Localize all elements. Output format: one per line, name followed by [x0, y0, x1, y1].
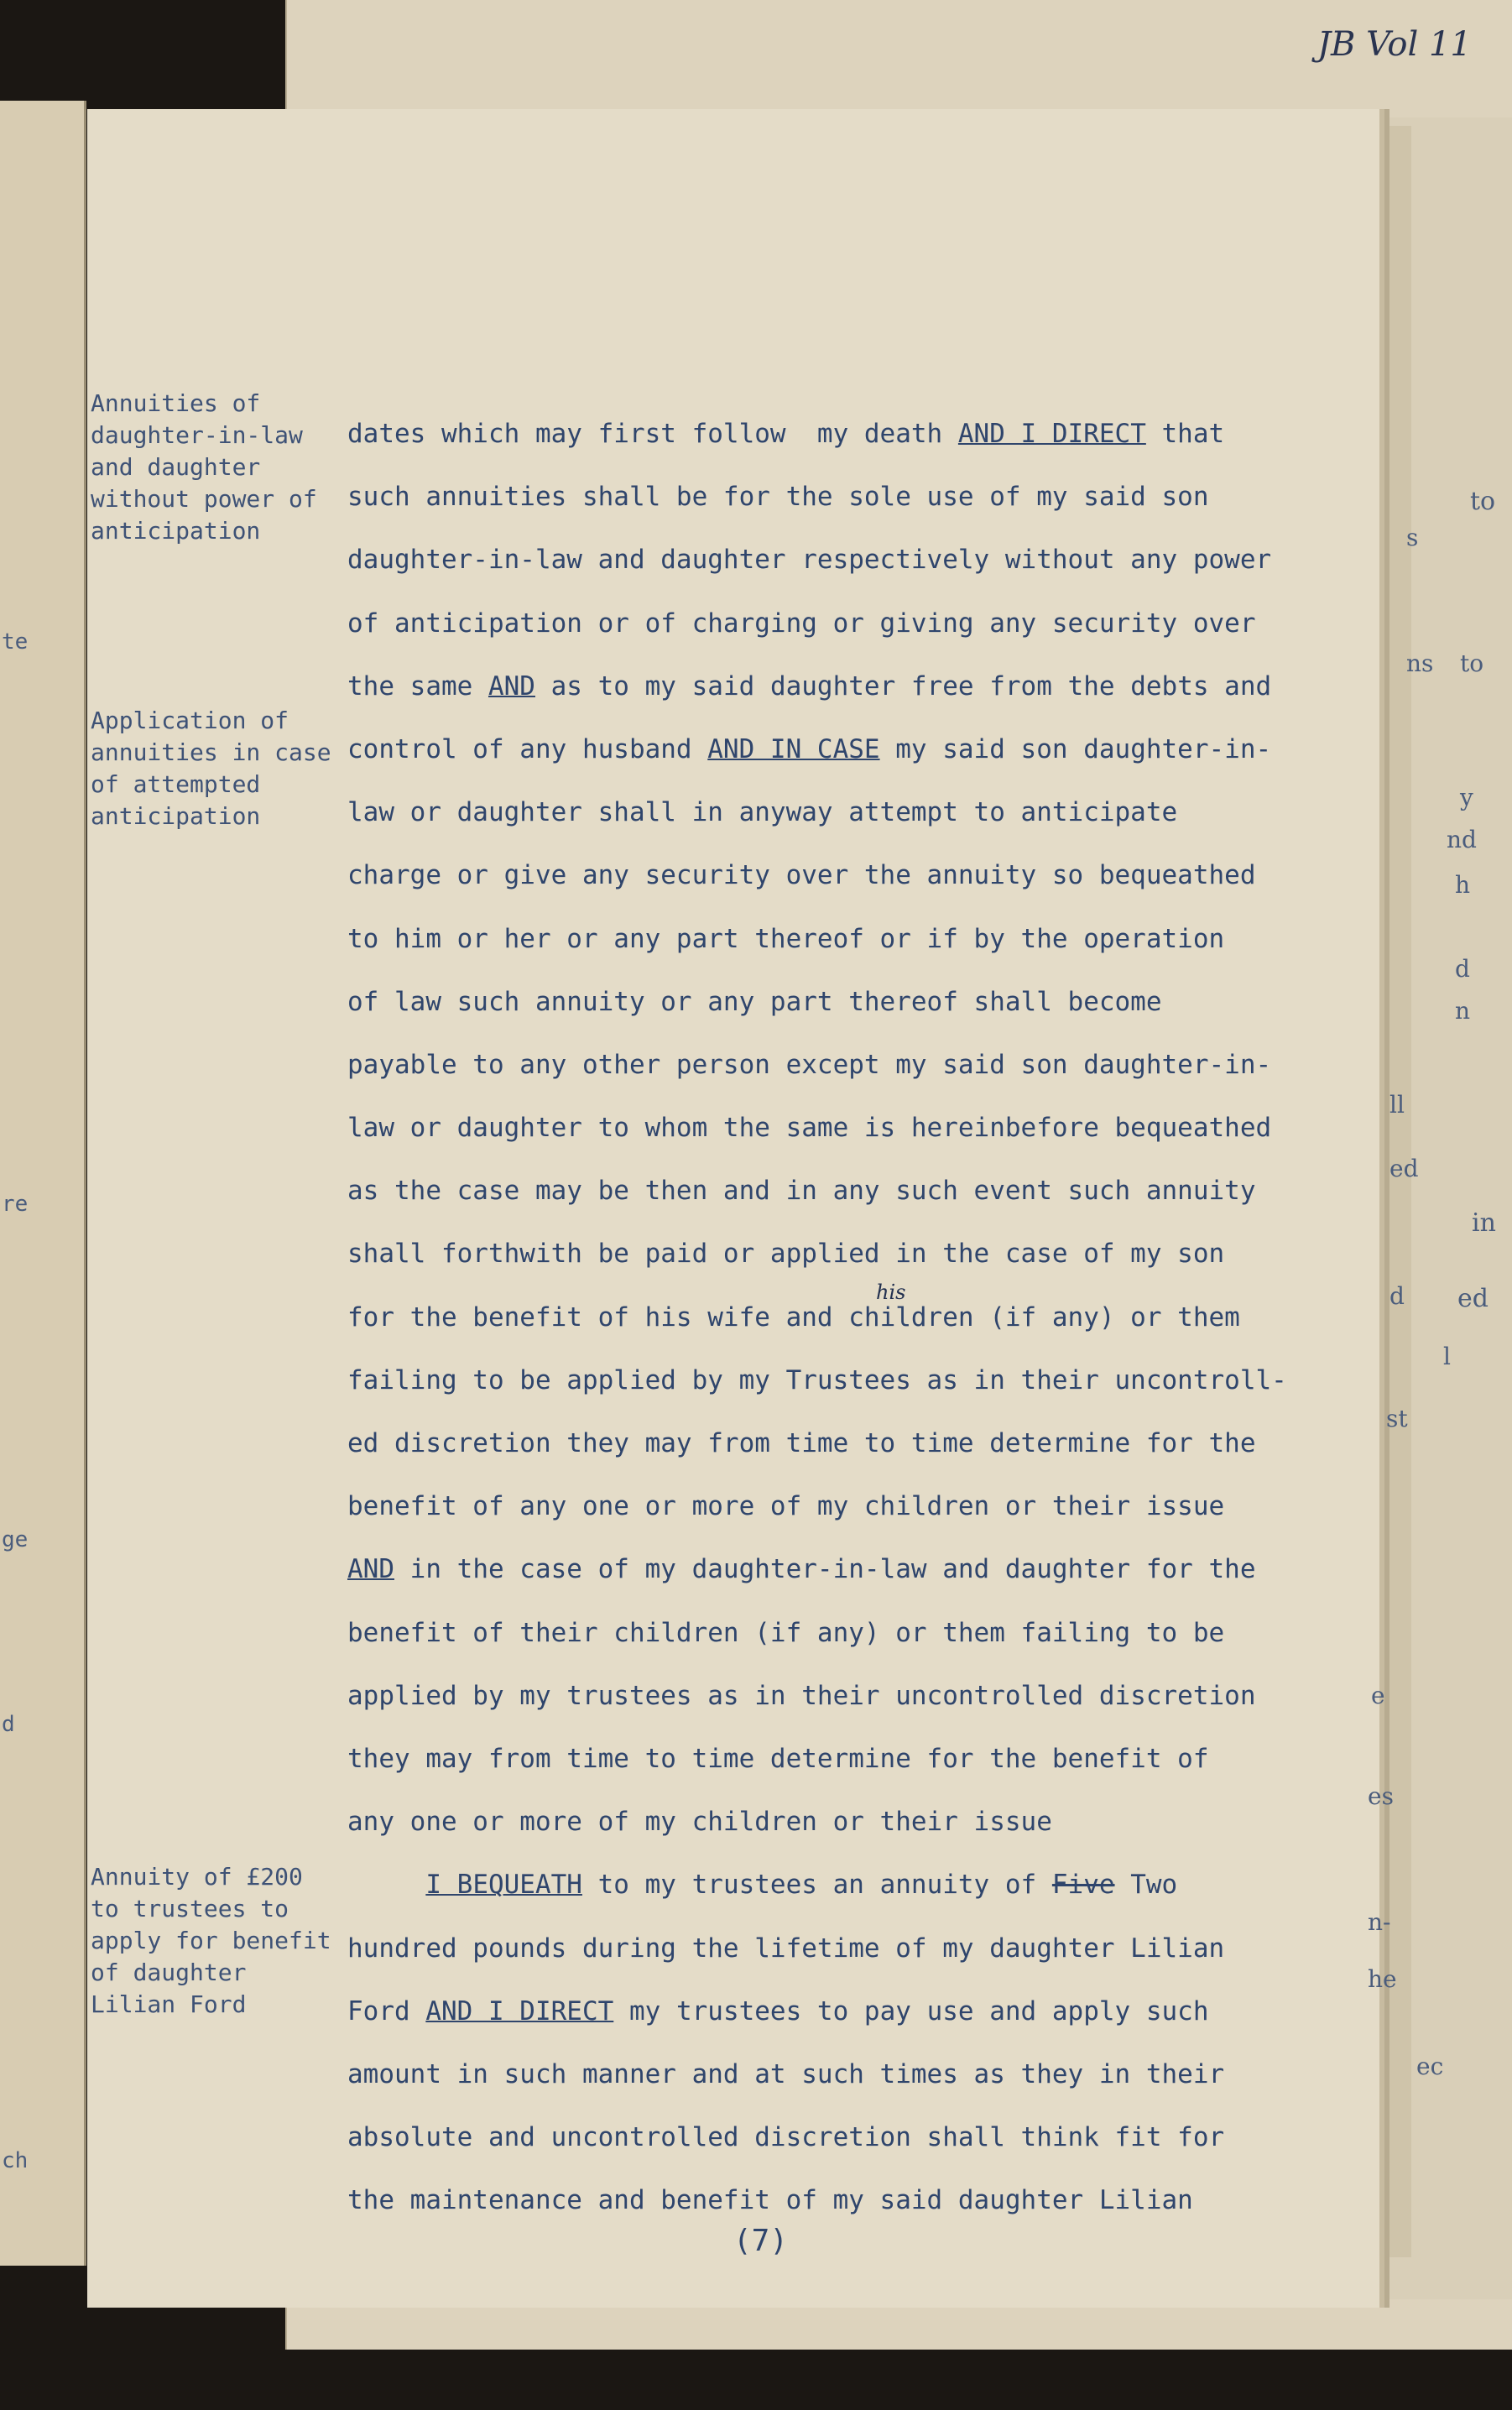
edge-fragment: y	[1460, 784, 1473, 811]
left-page-fragment: ch	[2, 2148, 29, 2173]
edge-fragment: h	[1455, 871, 1471, 899]
text-line: for the benefit of his wife and his children (if any) or them	[347, 1286, 1447, 1349]
edge-fragment: es	[1368, 1782, 1394, 1810]
edge-fragment: n-	[1368, 1908, 1391, 1936]
left-page-fragment: d	[2, 1712, 15, 1737]
left-page-fragment: re	[2, 1192, 29, 1217]
margin-note-application: Application of annuities in case of attempted anticipation	[91, 707, 331, 830]
text-line: failing to be applied by my Trustees as in their uncontroll-	[347, 1364, 1287, 1395]
text-line: shall forthwith be paid or applied in the case of my son	[347, 1239, 1225, 1270]
edge-fragment: he	[1368, 1965, 1397, 1993]
handwritten-insertion: his	[876, 1280, 906, 1304]
text-line: daughter-in-law and daughter respectively without any power	[347, 545, 1272, 576]
text-line: they may from time to time determine for the benefit of	[347, 1743, 1209, 1774]
left-page	[0, 101, 86, 2266]
edge-fragment: nd	[1447, 826, 1477, 853]
text-line: the maintenance and benefit of my said daughter Lilian	[347, 2185, 1193, 2216]
text-line: benefit of their children (if any) or them failing to be	[347, 1617, 1225, 1648]
edge-fragment: s	[1406, 524, 1419, 551]
text-line: absolute and uncontrolled discretion shall think fit for	[347, 2122, 1225, 2153]
body-text	[347, 403, 1447, 2232]
text-line: of law such annuity or any part thereof shall become	[347, 986, 1162, 1017]
text-line: benefit of any one or more of my children or their issue	[347, 1491, 1225, 1522]
text-line: the same AND as to my said daughter free from the debts and	[347, 670, 1272, 702]
right-page-fragment: in	[1472, 1208, 1496, 1238]
text-line: charge or give any security over the annuity so bequeathed	[347, 860, 1256, 891]
struck-word: Five	[1051, 1870, 1115, 1901]
document-page	[87, 109, 1379, 2308]
text-line: amount in such manner and at such times as they in their	[347, 2058, 1225, 2089]
text-line: law or daughter to whom the same is hereinbefore bequeathed	[347, 1113, 1272, 1144]
edge-fragment: l	[1443, 1343, 1451, 1370]
edge-fragment: ll	[1389, 1091, 1405, 1119]
page-number: (7)	[733, 2224, 789, 2258]
right-page-fragment: ed	[1457, 1284, 1489, 1313]
margin-note-annuity-200: Annuity of £200 to trustees to apply for benefit of daughter Lilian Ford	[91, 1863, 331, 2018]
left-page-fragment: te	[2, 629, 29, 655]
text-line: AND in the case of my daughter-in-law and daughter for the	[347, 1554, 1256, 1585]
left-page-fragment: ge	[2, 1527, 29, 1552]
text-line: I BEQUEATH to my trustees an annuity of Five Two	[425, 1870, 1178, 1901]
edge-fragment: st	[1386, 1405, 1408, 1432]
edge-fragment: n	[1455, 997, 1471, 1025]
edge-fragment: ec	[1416, 2053, 1444, 2080]
edge-fragment: e	[1371, 1682, 1385, 1709]
edge-fragment: d	[1455, 955, 1470, 983]
text-line: hundred pounds during the lifetime of my daughter Lilian	[347, 1933, 1225, 1964]
edge-fragment: ns	[1406, 649, 1434, 677]
edge-fragment: d	[1389, 1282, 1405, 1310]
text-line: payable to any other person except my said son daughter-in-	[347, 1049, 1272, 1080]
reference-mark: JB Vol 11	[1317, 25, 1472, 64]
text-line: ed discretion they may from time to time determine for the	[347, 1428, 1256, 1458]
text-line: Ford AND I DIRECT my trustees to pay use and apply such	[347, 1995, 1209, 2027]
right-page-fragment: to	[1470, 487, 1496, 516]
text-line: applied by my trustees as in their uncontrolled discretion	[347, 1680, 1256, 1711]
text-line: law or daughter shall in anyway attempt to anticipate	[347, 797, 1178, 828]
text-line: dates which may first follow my death AND I DIRECT that	[347, 419, 1225, 449]
edge-fragment: ed	[1389, 1155, 1419, 1182]
text-line: as the case may be then and in any such event such annuity	[347, 1176, 1256, 1207]
text-line: of anticipation or of charging or giving any security over	[347, 608, 1256, 639]
text-line: to him or her or any part thereof or if by the operation	[347, 923, 1225, 954]
margin-note-annuities: Annuities of daughter-in-law and daughter without power of anticipation	[91, 389, 317, 545]
edge-fragment: to	[1460, 649, 1484, 677]
text-line: control of any husband AND IN CASE my said son daughter-in-	[347, 733, 1272, 764]
text-line: any one or more of my children or their issue	[347, 1807, 1052, 1838]
text-line: such annuities shall be for the sole use of my said son	[347, 482, 1209, 513]
